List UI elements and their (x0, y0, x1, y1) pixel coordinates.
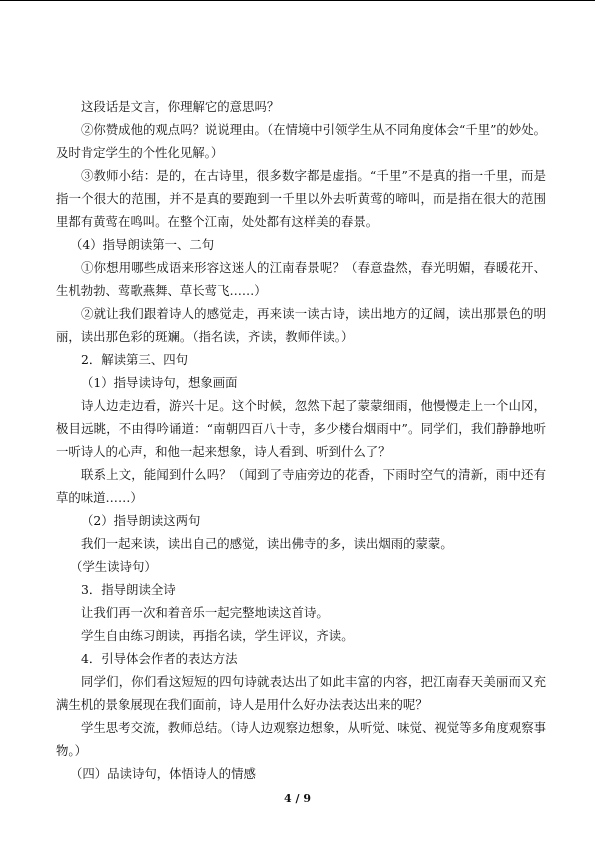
paragraph: ②就让我们跟着诗人的感觉走，再来读一读古诗，读出地方的辽阔，读出那景色的明丽，读出那色彩的斑斓。（指名读，齐读，教师伴读。） (56, 306, 546, 344)
paragraph: （学生读诗句） (70, 559, 157, 574)
section-heading: （四）品读诗句，体悟诗人的情感 (70, 766, 256, 781)
section-heading: （1）指导读诗句，想象画面 (81, 375, 238, 390)
section-heading: 2．解读第三、四句 (81, 352, 189, 367)
paragraph: 联系上文，能闻到什么吗？（闻到了寺庙旁边的花香，下雨时空气的清新，雨中还有草的味道……） (56, 467, 546, 505)
paragraph: 诗人边走边看，游兴十足。这个时候，忽然下起了蒙蒙细雨，他慢慢走上一个山冈，极目远眺，不由得吟诵道：“南朝四百八十寺，多少楼台烟雨中”。同学们，我们静静地听一听诗人的心声，和他一起来想象，诗人看到、听到什么了？ (56, 398, 546, 459)
document-body (56, 95, 546, 785)
paragraph: 同学们，你们看这短短的四句诗就表达出了如此丰富的内容，把江南春天美丽而又充满生机的景象展现在我们面前，诗人是用什么好办法表达出来的呢？ (56, 674, 546, 712)
paragraph: ②你赞成他的观点吗？说说理由。（在情境中引领学生从不同角度体会“千里”的妙处。及时肯定学生的个性化见解。） (56, 122, 546, 160)
paragraph: 让我们再一次和着音乐一起完整地读这首诗。 (81, 605, 329, 620)
section-heading: （2）指导朗读这两句 (81, 513, 201, 528)
paragraph: ③教师小结：是的，在古诗里，很多数字都是虚指。“千里”不是真的指一千里，而是指一个很大的范围，并不是真的要跑到一千里以外去听黄莺的啼叫，而是指在很大的范围里都有黄莺在鸣叫。在整个江南，处处都有这样美的春景。 (56, 168, 546, 229)
paragraph: ①你想用哪些成语来形容这迷人的江南春景呢？（春意盎然，春光明媚，春暖花开、生机勃勃、莺歌燕舞、草长莺飞……） (56, 260, 546, 298)
section-heading: 4．引导体会作者的表达方法 (81, 651, 238, 666)
section-heading: （4）指导朗读第一、二句 (70, 237, 215, 252)
paragraph: 我们一起来读，读出自己的感觉，读出佛寺的多，读出烟雨的蒙蒙。 (81, 536, 453, 551)
header-rule (0, 0, 595, 1)
section-heading: 3．指导朗读全诗 (81, 582, 176, 597)
page-number: 4 / 9 (284, 792, 311, 805)
paragraph: 学生自由练习朗读，再指名读，学生评议，齐读。 (81, 628, 354, 643)
paragraph: 学生思考交流，教师总结。（诗人边观察边想象，从听觉、味觉、视觉等多角度观察事物。） (56, 720, 546, 758)
paragraph: 这段话是文言，你理解它的意思吗？ (81, 99, 280, 114)
